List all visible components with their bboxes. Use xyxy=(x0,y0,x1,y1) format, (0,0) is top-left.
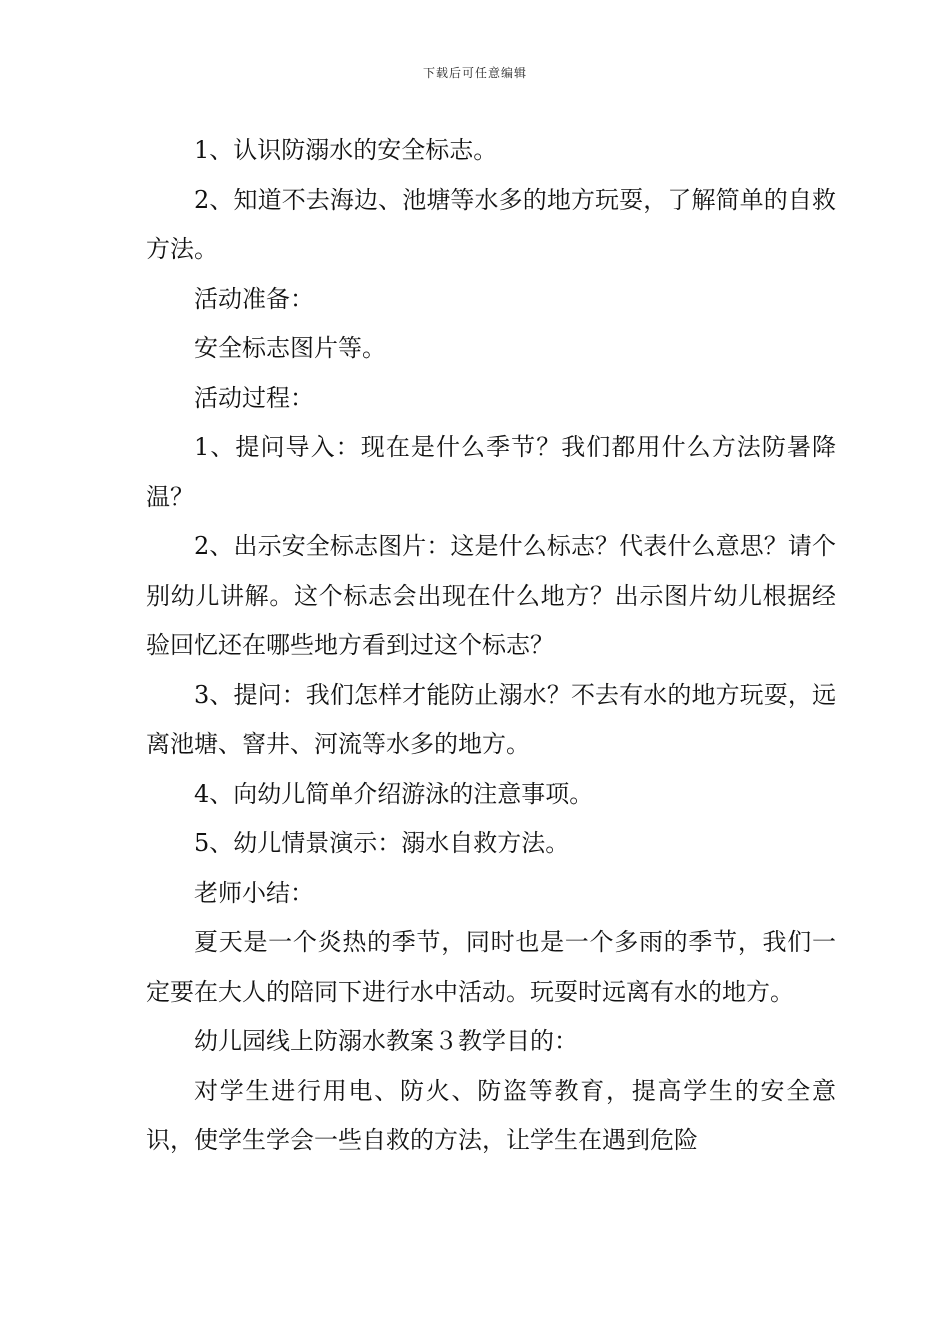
paragraph-12: 夏天是一个炎热的季节，同时也是一个多雨的季节，我们一定要在大人的陪同下进行水中活动。玩耍时远离有水的地方。 xyxy=(146,928,836,1006)
paragraph-6: 1、提问导入：现在是什么季节？我们都用什么方法防暑降温？ xyxy=(146,433,836,511)
paragraph-8: 3、提问：我们怎样才能防止溺水？不去有水的地方玩耍，远离池塘、窨井、河流等水多的地方。 xyxy=(146,680,836,758)
header-note: 下载后可任意编辑 xyxy=(422,66,527,80)
document-body xyxy=(146,126,836,1166)
paragraph-1: 1、认识防溺水的安全标志。 xyxy=(194,136,498,164)
paragraph-10: 5、幼儿情景演示：溺水自救方法。 xyxy=(194,829,570,857)
paragraph-7: 2、出示安全标志图片：这是什么标志？代表什么意思？请个别幼儿讲解。这个标志会出现在什么地方？出示图片幼儿根据经验回忆还在哪些地方看到过这个标志？ xyxy=(146,532,836,659)
paragraph-9: 4、向幼儿简单介绍游泳的注意事项。 xyxy=(194,779,594,808)
paragraph-5: 活动过程： xyxy=(194,383,314,412)
paragraph-11: 老师小结： xyxy=(194,878,314,907)
paragraph-13: 幼儿园线上防溺水教案３教学目的： xyxy=(194,1027,578,1055)
paragraph-3: 活动准备： xyxy=(194,284,314,313)
paragraph-14: 对学生进行用电、防火、防盗等教育，提高学生的安全意识，使学生学会一些自救的方法，让学生在遇到危险 xyxy=(146,1076,836,1154)
paragraph-4: 安全标志图片等。 xyxy=(194,334,386,362)
paragraph-2: 2、知道不去海边、池塘等水多的地方玩耍，了解简单的自救方法。 xyxy=(146,185,836,263)
